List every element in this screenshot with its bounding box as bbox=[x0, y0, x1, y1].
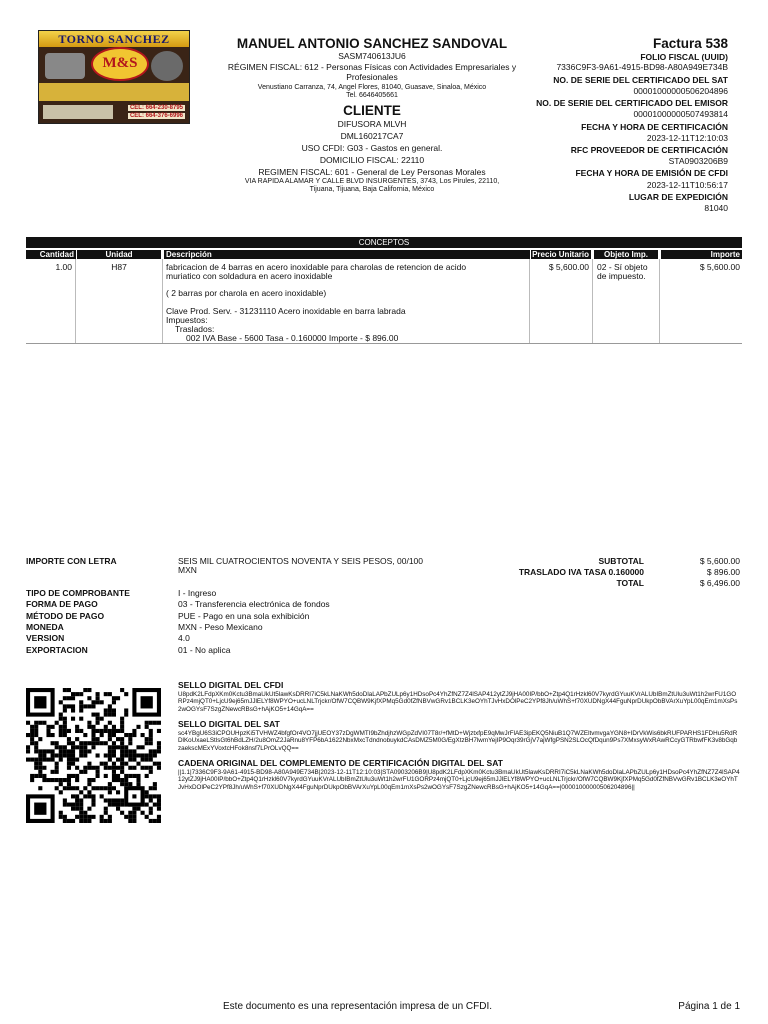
col-objeto: Objeto Imp. bbox=[594, 250, 658, 259]
sello-cfdi-label: SELLO DIGITAL DEL CFDI bbox=[178, 680, 284, 690]
version-label: VERSION bbox=[26, 633, 65, 643]
total-value: $ 6,496.00 bbox=[699, 578, 740, 588]
col-divider bbox=[75, 259, 76, 343]
tipo-comprobante-label: TIPO DE COMPROBANTE bbox=[26, 588, 130, 598]
cert-date-label: FECHA Y HORA DE CERTIFICACIÓN bbox=[581, 122, 728, 132]
footer-note: Este documento es una representación impresa de un CFDI. bbox=[223, 1001, 493, 1012]
lugar-value: 81040 bbox=[704, 203, 728, 213]
moneda-value: MXN - Peso Mexicano bbox=[178, 622, 263, 632]
row-desc-1: fabricacion de 4 barras en acero inoxidable para charolas de retencion de acido bbox=[166, 262, 467, 272]
col-cantidad: Cantidad bbox=[26, 250, 76, 259]
issuer-regimen-1: RÉGIMEN FISCAL: 612 - Personas Físicas con Actividades Empresariales y bbox=[227, 62, 517, 72]
col-unidad: Unidad bbox=[77, 250, 161, 259]
forma-pago-label: FORMA DE PAGO bbox=[26, 599, 98, 609]
logo-banner-text: TORNO SANCHEZ bbox=[58, 32, 170, 46]
col-divider bbox=[162, 259, 163, 343]
exportacion-label: EXPORTACION bbox=[26, 645, 88, 655]
cadena-label: CADENA ORIGINAL DEL COMPLEMENTO DE CERTIFICACIÓN DIGITAL DEL SAT bbox=[178, 758, 503, 768]
rfc-prov-value: STA0903206B9 bbox=[668, 156, 728, 166]
serie-sat-value: 00001000000506204896 bbox=[633, 86, 728, 96]
client-title: CLIENTE bbox=[343, 103, 401, 118]
exportacion-value: 01 - No aplica bbox=[178, 645, 231, 655]
logo-strip bbox=[39, 83, 189, 101]
row-objeto-2: de impuesto. bbox=[597, 271, 646, 281]
cadena-value: ||1.1|7336C9F3-9A61-4915-BD98-A80A949E734B|2023-12-11T12:10:03|STA0903206B9|U8pdK2LFdpXKm0Kctu3BmaUkUt5lawKsDRRI7iC5kLNaKWh5doDlaLAPbZULp6y1HDsoPc4YhZfNZ7Z4lSAP412ytZJ9jHA00IP/bbO+Ztp4Q1rHzkl60V7kyrdGYuuKVrALUbIBmZtUlu3uWt1h2wrFU1GORPz4mjQT0+LjcU9ej65mJJlELYf8WPYO+ucLNLTrjckr/OfW7CQBW9KjfXPMq5Gd0fZfNBVwGRv1BCLK3eOYhTJvHxDOlPeC2YPf8Jh/uWhS+f70XUDNgX44FguNprDUkpObBVArXuYpL00qEm1mXsPs2wOGYsF7SzgZNewcRBsG+hAjKO5+14GqA==|00001000000506204896|| bbox=[178, 769, 740, 791]
col-divider bbox=[659, 259, 660, 343]
page-number: Página 1 de 1 bbox=[678, 1001, 740, 1012]
importe-letra-label: IMPORTE CON LETRA bbox=[26, 556, 117, 566]
client-rfc: DML160217CA7 bbox=[340, 131, 404, 141]
subtotal-value: $ 5,600.00 bbox=[699, 556, 740, 566]
emision-date-value: 2023-12-11T10:56:17 bbox=[646, 180, 728, 190]
row-unidad: H87 bbox=[111, 262, 127, 272]
row-desc-2: muriatico con soldadura en acero inoxidable bbox=[166, 271, 333, 281]
row-desc-7: 002 IVA Base - 5600 Tasa - 0.160000 Importe - $ 896.00 bbox=[186, 333, 399, 343]
folio-label: FOLIO FISCAL (UUID) bbox=[640, 52, 728, 62]
logo-oval bbox=[91, 47, 149, 81]
issuer-rfc: SASM740613JU6 bbox=[338, 51, 406, 61]
col-divider bbox=[592, 259, 593, 343]
table-bottom-line bbox=[26, 343, 742, 344]
row-desc-3: ( 2 barras por charola en acero inoxidable) bbox=[166, 288, 327, 298]
sello-cfdi-value: U8pdK2LFdpXKm0Kctu3BmaUkUt5lawKsDRRI7iC5kLNaKWh5doDlaLAPbZULp6y1HDsoPc4YhZfNZ7Z4lSAP412ytZJ9jHA00IP/bbO+Ztp4Q1rHzkl60V7kyrdGYuuKVrALUbIBmZtUlu3uWt1h2wrFU1GORPz4mjQT0+LjcU9ej65mJJlELYf8WPYO+ucLNLTrjckr/OfW7CQBW9KjfXPMq5Gd0fZfNBVwGRv1BCLK3eOYhTJvHxDOlPeC2YPf8Jh/uWhS+f70XUDNgX44FguNprDUkpObBVArXuYpL00qEm1mXsPs2wOGYsF7SzgZNewcRBsG+hAjKO5+14GqA== bbox=[178, 691, 738, 713]
version-value: 4.0 bbox=[178, 633, 190, 643]
client-name: DIFUSORA MLVH bbox=[337, 119, 407, 129]
logo-phone-1: CEL: 664-230-8795 bbox=[129, 105, 183, 111]
metodo-pago-value: PUE - Pago en una sola exhibición bbox=[178, 611, 310, 621]
conceptos-header: CONCEPTOS bbox=[26, 237, 742, 248]
sello-sat-label: SELLO DIGITAL DEL SAT bbox=[178, 719, 280, 729]
gear-graphic bbox=[151, 51, 183, 81]
col-descripcion: Descripción bbox=[164, 250, 530, 259]
client-address-2: Tijuana, Tijuana, Baja California, México bbox=[309, 186, 435, 193]
serie-sat-label: NO. DE SERIE DEL CERTIFICADO DEL SAT bbox=[553, 75, 728, 85]
row-precio: $ 5,600.00 bbox=[548, 262, 589, 272]
client-address-1: VIA RAPIDA ALAMAR Y CALLE BLVD INSURGENTES, 3743, Los Pirules, 22110, bbox=[244, 178, 500, 185]
row-desc-6: Traslados: bbox=[175, 324, 215, 334]
client-domicilio: DOMICILIO FISCAL: 22110 bbox=[319, 155, 425, 165]
invoice-title: Factura 538 bbox=[652, 36, 728, 51]
logo-address-block bbox=[43, 105, 113, 119]
importe-letra-1: SEIS MIL CUATROCIENTOS NOVENTA Y SEIS PESOS, 00/100 bbox=[178, 556, 424, 566]
row-importe: $ 5,600.00 bbox=[699, 262, 740, 272]
total-label: TOTAL bbox=[616, 578, 644, 588]
iva-label: TRASLADO IVA TASA 0.160000 bbox=[518, 567, 644, 577]
col-precio: Precio Unitario bbox=[532, 250, 589, 259]
moneda-label: MONEDA bbox=[26, 622, 64, 632]
serie-emisor-value: 00001000000507493814 bbox=[633, 109, 728, 119]
subtotal-label: SUBTOTAL bbox=[598, 556, 644, 566]
logo-phone-2: CEL: 664-376-6996 bbox=[129, 113, 183, 119]
rfc-prov-label: RFC PROVEEDOR DE CERTIFICACIÓN bbox=[570, 145, 728, 155]
forma-pago-value: 03 - Transferencia electrónica de fondos bbox=[178, 599, 330, 609]
importe-letra-2: MXN bbox=[178, 565, 197, 575]
client-uso-cfdi: USO CFDI: G03 - Gastos en general. bbox=[301, 143, 443, 153]
logo-oval-text: M&S bbox=[102, 55, 138, 71]
row-desc-5: Impuestos: bbox=[166, 315, 208, 325]
serie-emisor-label: NO. DE SERIE DEL CERTIFICADO DEL EMISOR bbox=[536, 98, 728, 108]
qr-code bbox=[26, 688, 161, 823]
iva-value: $ 896.00 bbox=[706, 567, 740, 577]
row-objeto-1: 02 - Sí objeto bbox=[597, 262, 648, 272]
row-cantidad: 1.00 bbox=[55, 262, 72, 272]
lathe-graphic bbox=[45, 53, 85, 79]
tipo-comprobante-value: I - Ingreso bbox=[178, 588, 217, 598]
sello-sat-value: sc4YBgU6S3iCPOUHpzKi5TVHWZ4bfgfOr4VO7jjUEOY37zDgWMTI9bZhdjhzWGpZdVI07T8r/+fMtD+WjztxfpE9qMwJrFlAE3ipEKQ5NiuB1Q7WZEltvmvgaYGN8+IDrVkWis6bkRUFPARHS1FDHu5RdRDlKoUxaeLStlsGt6hBdLZH/2u8OmZ2JaRnu8YFP6bA1622NbxMxcTdndnobuykdCAsDMZ5M0G/EgXtzBH7lwmYejIP9Oqr39rGjV7ajWfgPSN2SLOcQfDqun9Ps7XMxsyWxRAwRCcyGTRbwfFK3v8bGqbzaekscMExYVoxtcHFok8nsf7LPrOLvQQ== bbox=[178, 730, 738, 752]
folio-value: 7336C9F3-9A61-4915-BD98-A80A949E734B bbox=[556, 62, 728, 72]
metodo-pago-label: MÉTODO DE PAGO bbox=[26, 611, 105, 621]
cert-date-value: 2023-12-11T12:10:03 bbox=[646, 133, 728, 143]
company-logo bbox=[38, 30, 190, 124]
col-importe: Importe bbox=[661, 250, 742, 259]
logo-banner bbox=[39, 31, 189, 47]
issuer-phone: Tel. 6646405661 bbox=[346, 92, 398, 99]
emision-date-label: FECHA Y HORA DE EMISIÓN DE CFDI bbox=[575, 168, 728, 178]
issuer-name: MANUEL ANTONIO SANCHEZ SANDOVAL bbox=[236, 36, 508, 51]
issuer-address: Venustiano Carranza, 74, Angel Flores, 81040, Guasave, Sinaloa, México bbox=[257, 84, 487, 91]
row-desc-4: Clave Prod. Serv. - 31231110 Acero inoxidable en barra labrada bbox=[166, 306, 406, 316]
client-regimen: REGIMEN FISCAL: 601 - General de Ley Personas Morales bbox=[258, 167, 486, 177]
issuer-regimen-2: Profesionales bbox=[346, 72, 398, 82]
lugar-label: LUGAR DE EXPEDICIÓN bbox=[628, 192, 728, 202]
